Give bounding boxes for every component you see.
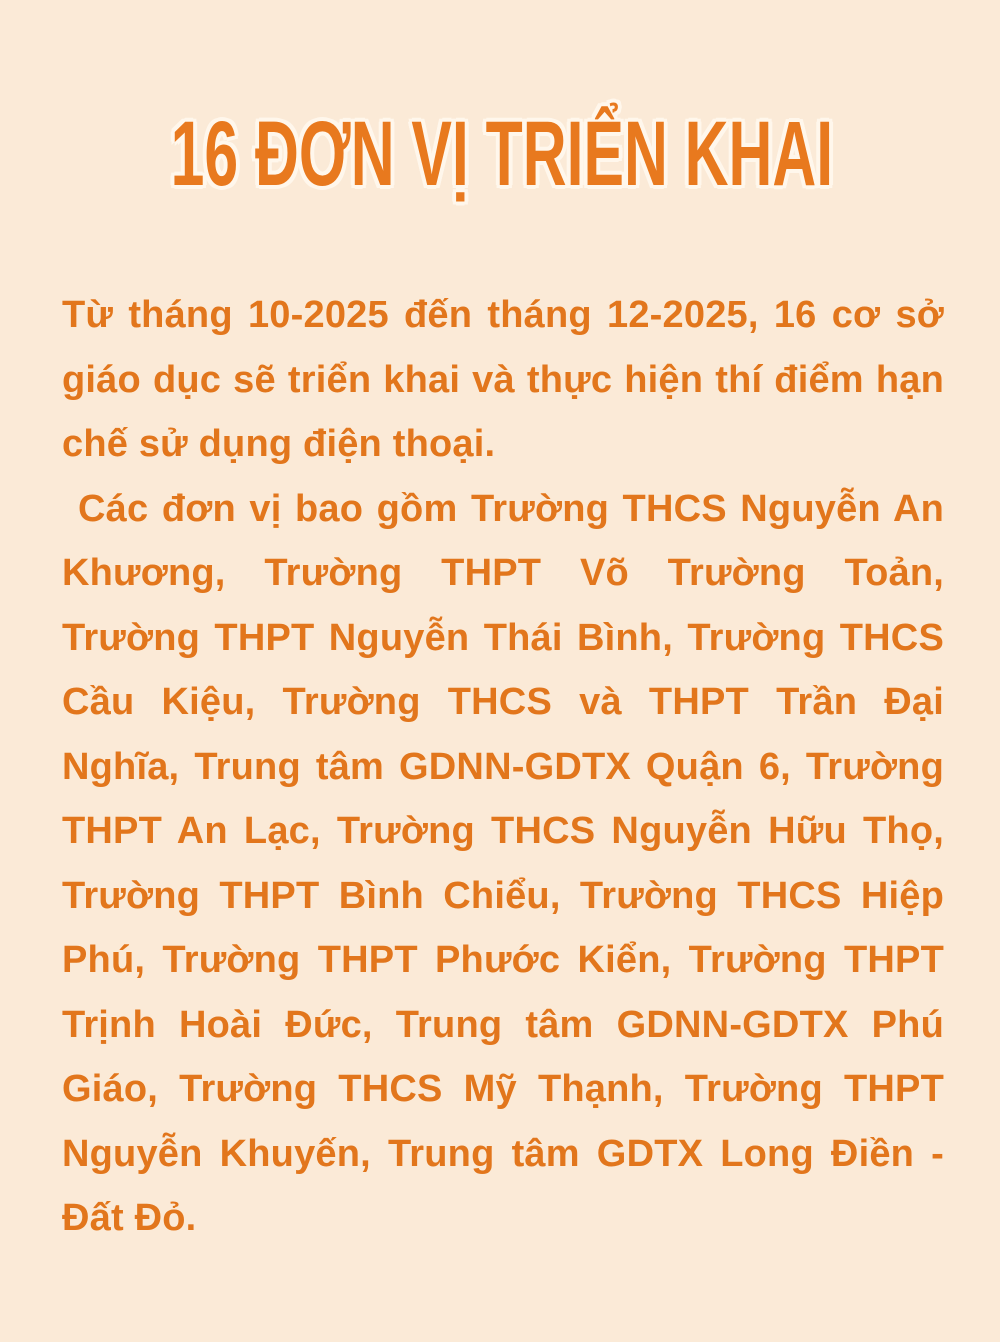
units-list-paragraph: Các đơn vị bao gồm Trường THCS Nguyễn An Khương, Trường THPT Võ Trường Toản, Trường THPT Nguyễn Thái Bình, Trường THCS Cầu Kiệu, Trường THCS và THPT Trần Đại Nghĩa, Trung tâm GDNN-GDTX Quận 6, Trường THPT An Lạc, Trường THCS Nguyễn Hữu Thọ, Trường THPT Bình Chiểu, Trường THCS Hiệp Phú, Trường THPT Phước Kiển, Trường THPT Trịnh Hoài Đức, Trung tâm GDNN-GDTX Phú Giáo, Trường THCS Mỹ Thạnh, Trường THPT Nguyễn Khuyến, Trung tâm GDTX Long Điền - Đất Đỏ. bbox=[62, 487, 944, 1240]
body-text bbox=[62, 283, 944, 1251]
page-title: 16 ĐƠN VỊ TRIỂN KHAI bbox=[170, 103, 834, 205]
intro-paragraph: Từ tháng 10-2025 đến tháng 12-2025, 16 cơ sở giáo dục sẽ triển khai và thực hiện thí điểm hạn chế sử dụng điện thoại. bbox=[62, 294, 944, 466]
title-container bbox=[0, 0, 1000, 205]
